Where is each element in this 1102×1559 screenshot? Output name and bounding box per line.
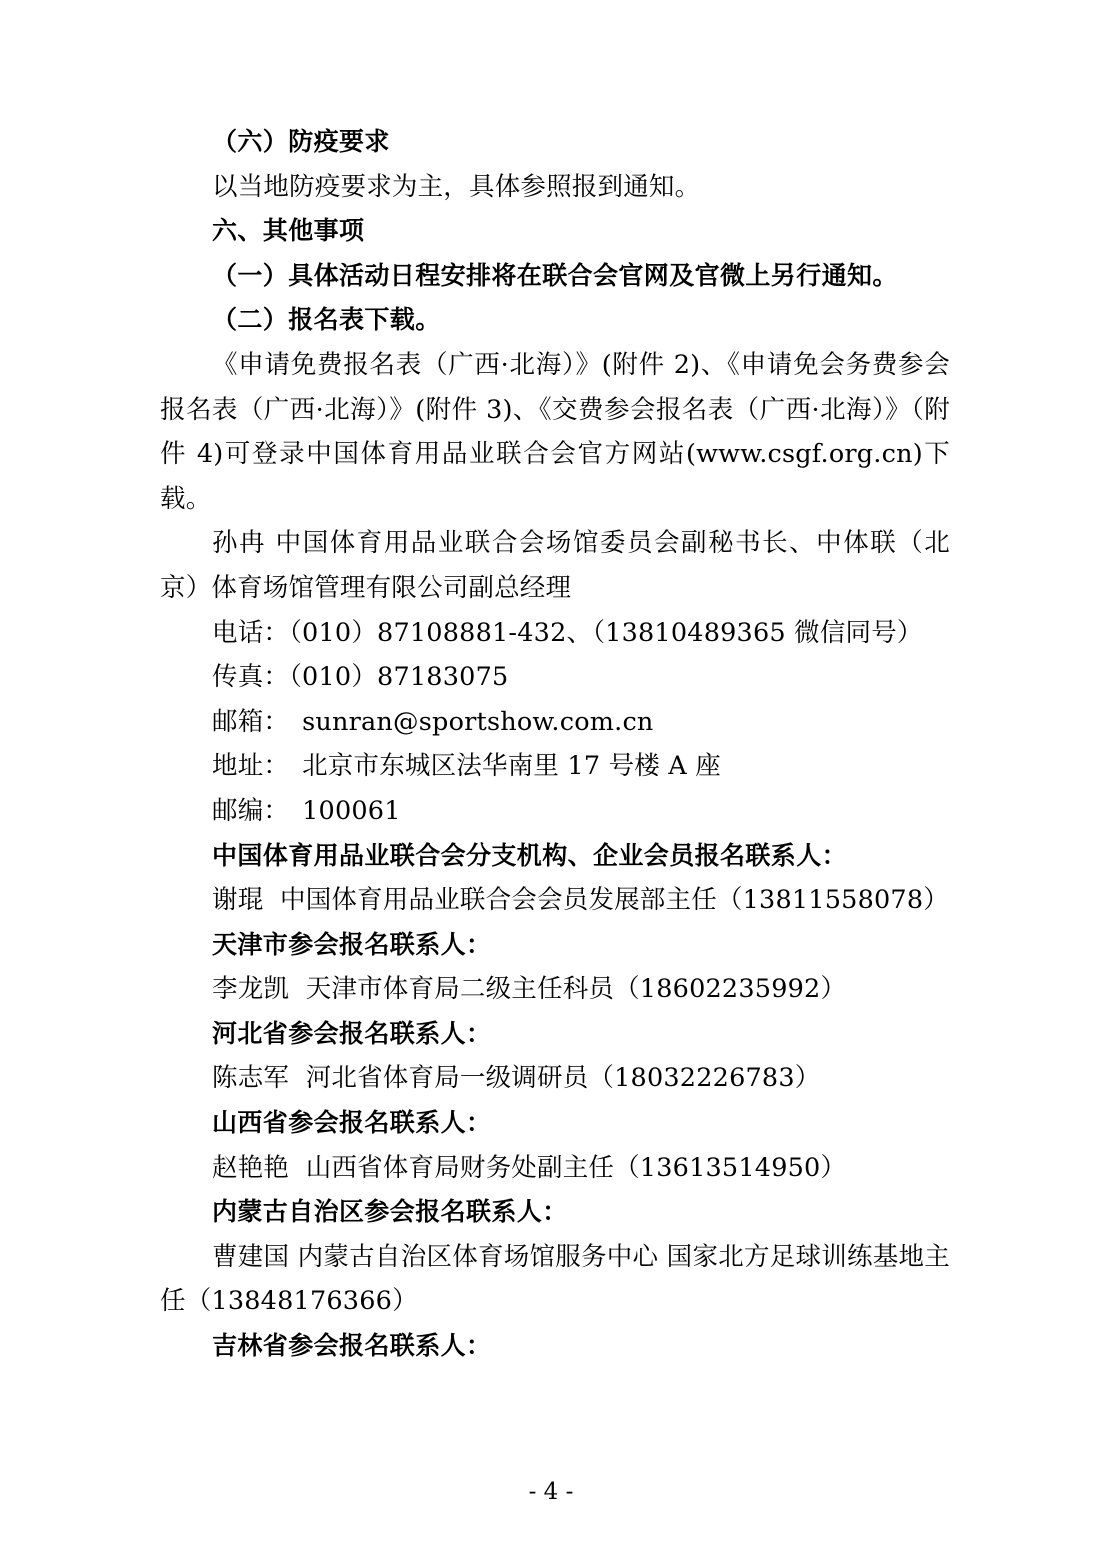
heading-fangyi: （六）防疫要求 <box>212 127 390 156</box>
contact-group-title-hebei: 河北省参会报名联系人： <box>212 1018 492 1048</box>
contact-group-person-neimenggu: 曹建国 内蒙古自治区体育场馆服务中心 国家北方足球训练基地主任（13848176366） <box>160 1241 950 1317</box>
paragraph-fangyi-body: 以当地防疫要求为主，具体参照报到通知。 <box>212 171 701 202</box>
contact-group-person-shanxi: 赵艳艳 山西省体育局财务处副主任（13613514950） <box>212 1152 847 1183</box>
contact-group-title-jilin: 吉林省参会报名联系人： <box>212 1331 492 1361</box>
contact-group-title-tianjin: 天津市参会报名联系人： <box>212 929 492 959</box>
contact-main-postcode-value: 100061 <box>302 795 401 826</box>
contact-main-email-label: 邮箱： <box>212 706 290 737</box>
contact-group-person-tianjin: 李龙凯 天津市体育局二级主任科员（18602235992） <box>212 974 847 1005</box>
page-number: - 4 - <box>528 1479 574 1505</box>
heading-other-matters: 六、其他事项 <box>212 216 365 246</box>
heading-form-download: （二）报名表下载。 <box>212 305 441 335</box>
heading-schedule-notice: （一）具体活动日程安排将在联合会官网及官微上另行通知。 <box>212 260 898 290</box>
contact-main-postcode-label: 邮编： <box>212 795 290 826</box>
contact-main-email-value: sunran@sportshow.com.cn <box>302 706 654 737</box>
contact-main-phone-label: 电话： <box>212 617 290 648</box>
contact-group-person-hebei: 陈志军 河北省体育局一级调研员（18032226783） <box>212 1063 821 1094</box>
contact-main-email <box>160 700 950 745</box>
contact-main-phone <box>160 611 950 656</box>
contact-group-title-neimenggu: 内蒙古自治区参会报名联系人： <box>212 1197 568 1227</box>
contact-main-fax <box>160 655 950 700</box>
paragraph-form-download-body: 《申请免费报名表（广西·北海）》(附件 2)、《申请免会务费参会报名表（广西·北海）》(附件 3)、《交费参会报名表（广西·北海）》（附件 4)可登录中国体育用品业联合会官方网站(www.csgf.org.cn)下载。 <box>160 349 950 514</box>
contact-main-name-title: 孙冉 中国体育用品业联合会场馆委员会副秘书长、中体联（北京）体育场馆管理有限公司副总经理 <box>160 528 950 603</box>
contact-main-address-value: 北京市东城区法华南里 17 号楼 A 座 <box>302 751 721 782</box>
contact-group-person-csgf: 谢琨 中国体育用品业联合会会员发展部主任（13811558078） <box>212 885 949 916</box>
document-content <box>160 120 950 1369</box>
contact-main-fax-value: （010）87183075 <box>289 662 509 693</box>
contact-main-address-label: 地址： <box>212 751 290 782</box>
contact-main-address <box>160 744 950 789</box>
contact-main-phone-value: （010）87108881-432、（13810489365 微信同号） <box>289 617 923 648</box>
contact-group-title-csgf: 中国体育用品业联合会分支机构、企业会员报名联系人： <box>212 840 848 870</box>
contact-main-fax-label: 传真： <box>212 662 290 693</box>
contact-main-postcode <box>160 789 950 834</box>
contact-group-title-shanxi: 山西省参会报名联系人： <box>212 1108 492 1138</box>
